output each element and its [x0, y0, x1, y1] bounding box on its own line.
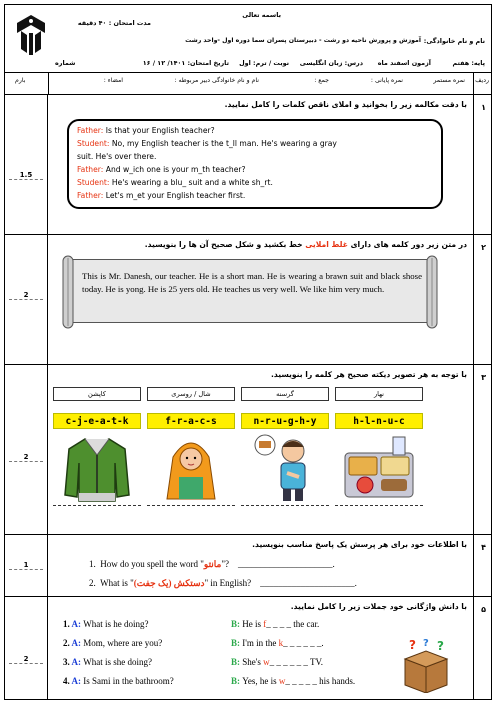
university-logo-icon — [13, 13, 49, 57]
answer-line[interactable] — [147, 505, 235, 506]
answer-line[interactable] — [53, 505, 141, 506]
q5-answer-row — [231, 619, 319, 629]
speaker-label: Father: — [77, 165, 104, 174]
exam-page — [4, 4, 492, 700]
speaker-b-label: B: — [231, 638, 243, 648]
q4-item-2: 2. What is "(یک جفت) دستکش" in English? _____________________. — [89, 578, 357, 588]
question-1 — [5, 95, 491, 235]
question-2 — [5, 235, 491, 365]
q4-score: 1 — [9, 561, 43, 570]
item-label: گرسنه — [241, 387, 329, 401]
q4-word-2: (یک جفت) دستکش — [133, 578, 205, 588]
lunch-tray-icon — [343, 435, 415, 501]
speaker-label: Student: — [77, 139, 110, 148]
dialogue-line — [77, 150, 433, 163]
speaker-a-label: A: — [71, 619, 84, 629]
q5-item — [63, 676, 174, 686]
speaker-a-label: A: — [71, 638, 84, 648]
q2-score: 2 — [9, 291, 43, 300]
q5-blank[interactable]: _ _ _ _ _ _. — [283, 638, 324, 648]
dialogue-text: Is that your English teacher? — [103, 126, 215, 135]
school-org: آموزش و پرورش ناحیه دو رشت - دبیرستان پسران سما دوره اول -واحد رشت — [185, 37, 421, 44]
q3-score: 2 — [9, 453, 43, 462]
dialogue-text: Let's m_et your English teacher first. — [103, 191, 246, 200]
q5-question: Is Sami in the bathroom? — [83, 676, 174, 686]
q5-answer-text: He is — [242, 619, 264, 629]
passage-scroll — [67, 259, 433, 323]
question-4 — [5, 535, 491, 597]
scrambled-word: f-r-a-c-s — [147, 413, 235, 429]
q2-number: ۲ — [481, 243, 486, 252]
q5-answer-text: She's — [242, 657, 264, 667]
q5-question: What is she doing? — [83, 657, 153, 667]
q5-item-number: 1. — [63, 619, 72, 629]
teacher-name-label: نام و نام خانوادگی دبیر مربوطه : — [174, 77, 259, 84]
q4-number: ۴ — [481, 543, 486, 552]
mystery-box-icon — [399, 637, 453, 693]
exam-date: تاریخ امتحان: ۱۴۰۱/ ۱۲ / ۱۶ — [142, 59, 229, 67]
q3-number: ۳ — [481, 373, 486, 382]
hungry-boy-icon — [253, 433, 319, 503]
q1-instruction: با دقت مکالمه زیر را بخوانید و املای ناقص کلمات را کامل نمایید. — [224, 100, 467, 109]
q5-first-letter: w — [263, 657, 270, 667]
q4-word-1: مانتو — [203, 559, 222, 569]
speaker-label: Student: — [77, 178, 110, 187]
student-name-label: نام و نام خانوادگی: — [423, 37, 485, 45]
speaker-b-label: B: — [231, 657, 243, 667]
speaker-label: Father: — [77, 191, 104, 200]
answer-line[interactable] — [335, 505, 423, 506]
passage-text: This is Mr. Danesh, our teacher. He is a short man. He is wearing a brawn suit and black shose today. He is yong. He is 25 yers old. He teaches us very well. We like him very much. — [82, 271, 422, 294]
dialogue-line — [77, 137, 433, 150]
q5-first-letter: k — [278, 638, 284, 648]
picture-item-scarf — [147, 387, 235, 511]
q5-instruction: با دانش واژگانی خود جملات زیر را کامل نمایید. — [290, 602, 467, 611]
q5-number: ۵ — [481, 605, 486, 614]
girl-with-scarf-icon — [159, 433, 223, 503]
q5-item — [63, 657, 152, 667]
picture-item-hungry — [241, 387, 329, 511]
q5-score: 2 — [9, 655, 43, 664]
q5-first-letter: f — [263, 619, 267, 629]
number-label: شماره — [55, 59, 76, 67]
exam-duration: مدت امتحان : ۴۰ دقیقه — [77, 19, 151, 27]
q5-question: Mom, where are you? — [83, 638, 163, 648]
speaker-label: Father: — [77, 126, 104, 135]
q5-item — [63, 638, 162, 648]
q1-score: 1.5 — [9, 171, 43, 180]
radif-label: ردیف — [475, 77, 489, 84]
q5-blank[interactable]: _ _ _ _ _ _ TV. — [269, 657, 324, 667]
q1-number: ۱ — [481, 103, 486, 112]
q5-blank[interactable]: _ _ _ _ _ his hands. — [285, 676, 356, 686]
picture-item-lunch — [335, 387, 423, 511]
q5-answer-row — [231, 657, 323, 667]
dialogue-line — [77, 176, 433, 189]
q4-instruction: با اطلاعات خود برای هر پرسش یک پاسخ مناسب بنویسید. — [252, 540, 467, 549]
q4-item-1: 1. How do you spell the word "مانتو"? _____________________. — [89, 559, 335, 569]
q5-item-number: 2. — [63, 638, 72, 648]
signature-label: امضاء : — [103, 77, 123, 84]
scrambled-word: n-r-u-g-h-y — [241, 413, 329, 429]
q5-item-number: 3. — [63, 657, 72, 667]
scrambled-word: h-l-n-u-c — [335, 413, 423, 429]
dialogue-line — [77, 189, 433, 202]
bismillah: باسمه تعالی — [242, 11, 281, 19]
q3-instruction: با توجه به هر تصویر دیکته صحیح هر کلمه را بنویسید. — [270, 370, 467, 379]
dialogue-text: He's wearing a blu_ suit and a white sh_rt. — [109, 178, 273, 187]
svg-text:?: ? — [437, 639, 444, 653]
scroll-left-roll-icon — [60, 254, 76, 330]
grade-label: پایه: هفتم — [452, 59, 485, 67]
q2-instruction: در متن زیر دور کلمه های دارای غلط املایی خط بکشید و شکل صحیح آن ها را بنویسید. — [144, 240, 467, 249]
continuous-score-label: نمره مستمر — [433, 77, 465, 84]
scrambled-word: c-j-e-a-t-k — [53, 413, 141, 429]
round-label: نوبت / ترم: اول — [239, 59, 289, 67]
q4-answer-1[interactable]: _____________________. — [238, 559, 335, 569]
total-label: جمع : — [314, 77, 329, 84]
answer-line[interactable] — [241, 505, 329, 506]
dialogue-text: And w_ich one is your m_th teacher? — [103, 165, 246, 174]
subject-label: درس: زبان انگلیسی — [299, 59, 363, 67]
question-3 — [5, 365, 491, 535]
barem-label: بارم — [15, 77, 26, 84]
speaker-a-label: A: — [71, 676, 84, 686]
svg-text:?: ? — [409, 638, 416, 652]
q5-item — [63, 619, 149, 629]
item-label: کاپشن — [53, 387, 141, 401]
dialogue-line — [77, 163, 433, 176]
q5-blank[interactable]: _ _ _ _ the car. — [266, 619, 320, 629]
q5-item-number: 4. — [63, 676, 72, 686]
q5-answer-row — [231, 638, 324, 648]
q5-first-letter: w — [278, 676, 286, 686]
question-5 — [5, 597, 491, 699]
q5-answer-row — [231, 676, 355, 686]
dialogue-text: No, my English teacher is the t_ll man. He's wearing a gray — [109, 139, 337, 148]
item-label: شال / روسری — [147, 387, 235, 401]
q5-answer-text: Yes, he is — [242, 676, 279, 686]
dialogue-box — [67, 119, 443, 209]
svg-text:?: ? — [423, 638, 429, 649]
speaker-b-label: B: — [231, 619, 243, 629]
item-label: نهار — [335, 387, 423, 401]
exam-title: آزمون اسفند ماه — [377, 59, 431, 67]
exam-header — [5, 5, 491, 73]
dialogue-line — [77, 124, 433, 137]
picture-item-jacket — [53, 387, 141, 511]
q5-question: What is he doing? — [83, 619, 149, 629]
dialogue-text: suit. He's over there. — [77, 152, 157, 161]
speaker-b-label: B: — [231, 676, 243, 686]
q5-answer-text: I'm in the — [242, 638, 279, 648]
jacket-icon — [63, 433, 131, 503]
q2-instruction-highlight: غلط املایی — [305, 240, 348, 249]
scroll-right-roll-icon — [424, 254, 440, 330]
info-row — [5, 73, 491, 95]
q4-answer-2[interactable]: _____________________. — [260, 578, 357, 588]
speaker-a-label: A: — [71, 657, 84, 667]
final-score-label: نمره پایانی : — [370, 77, 403, 84]
